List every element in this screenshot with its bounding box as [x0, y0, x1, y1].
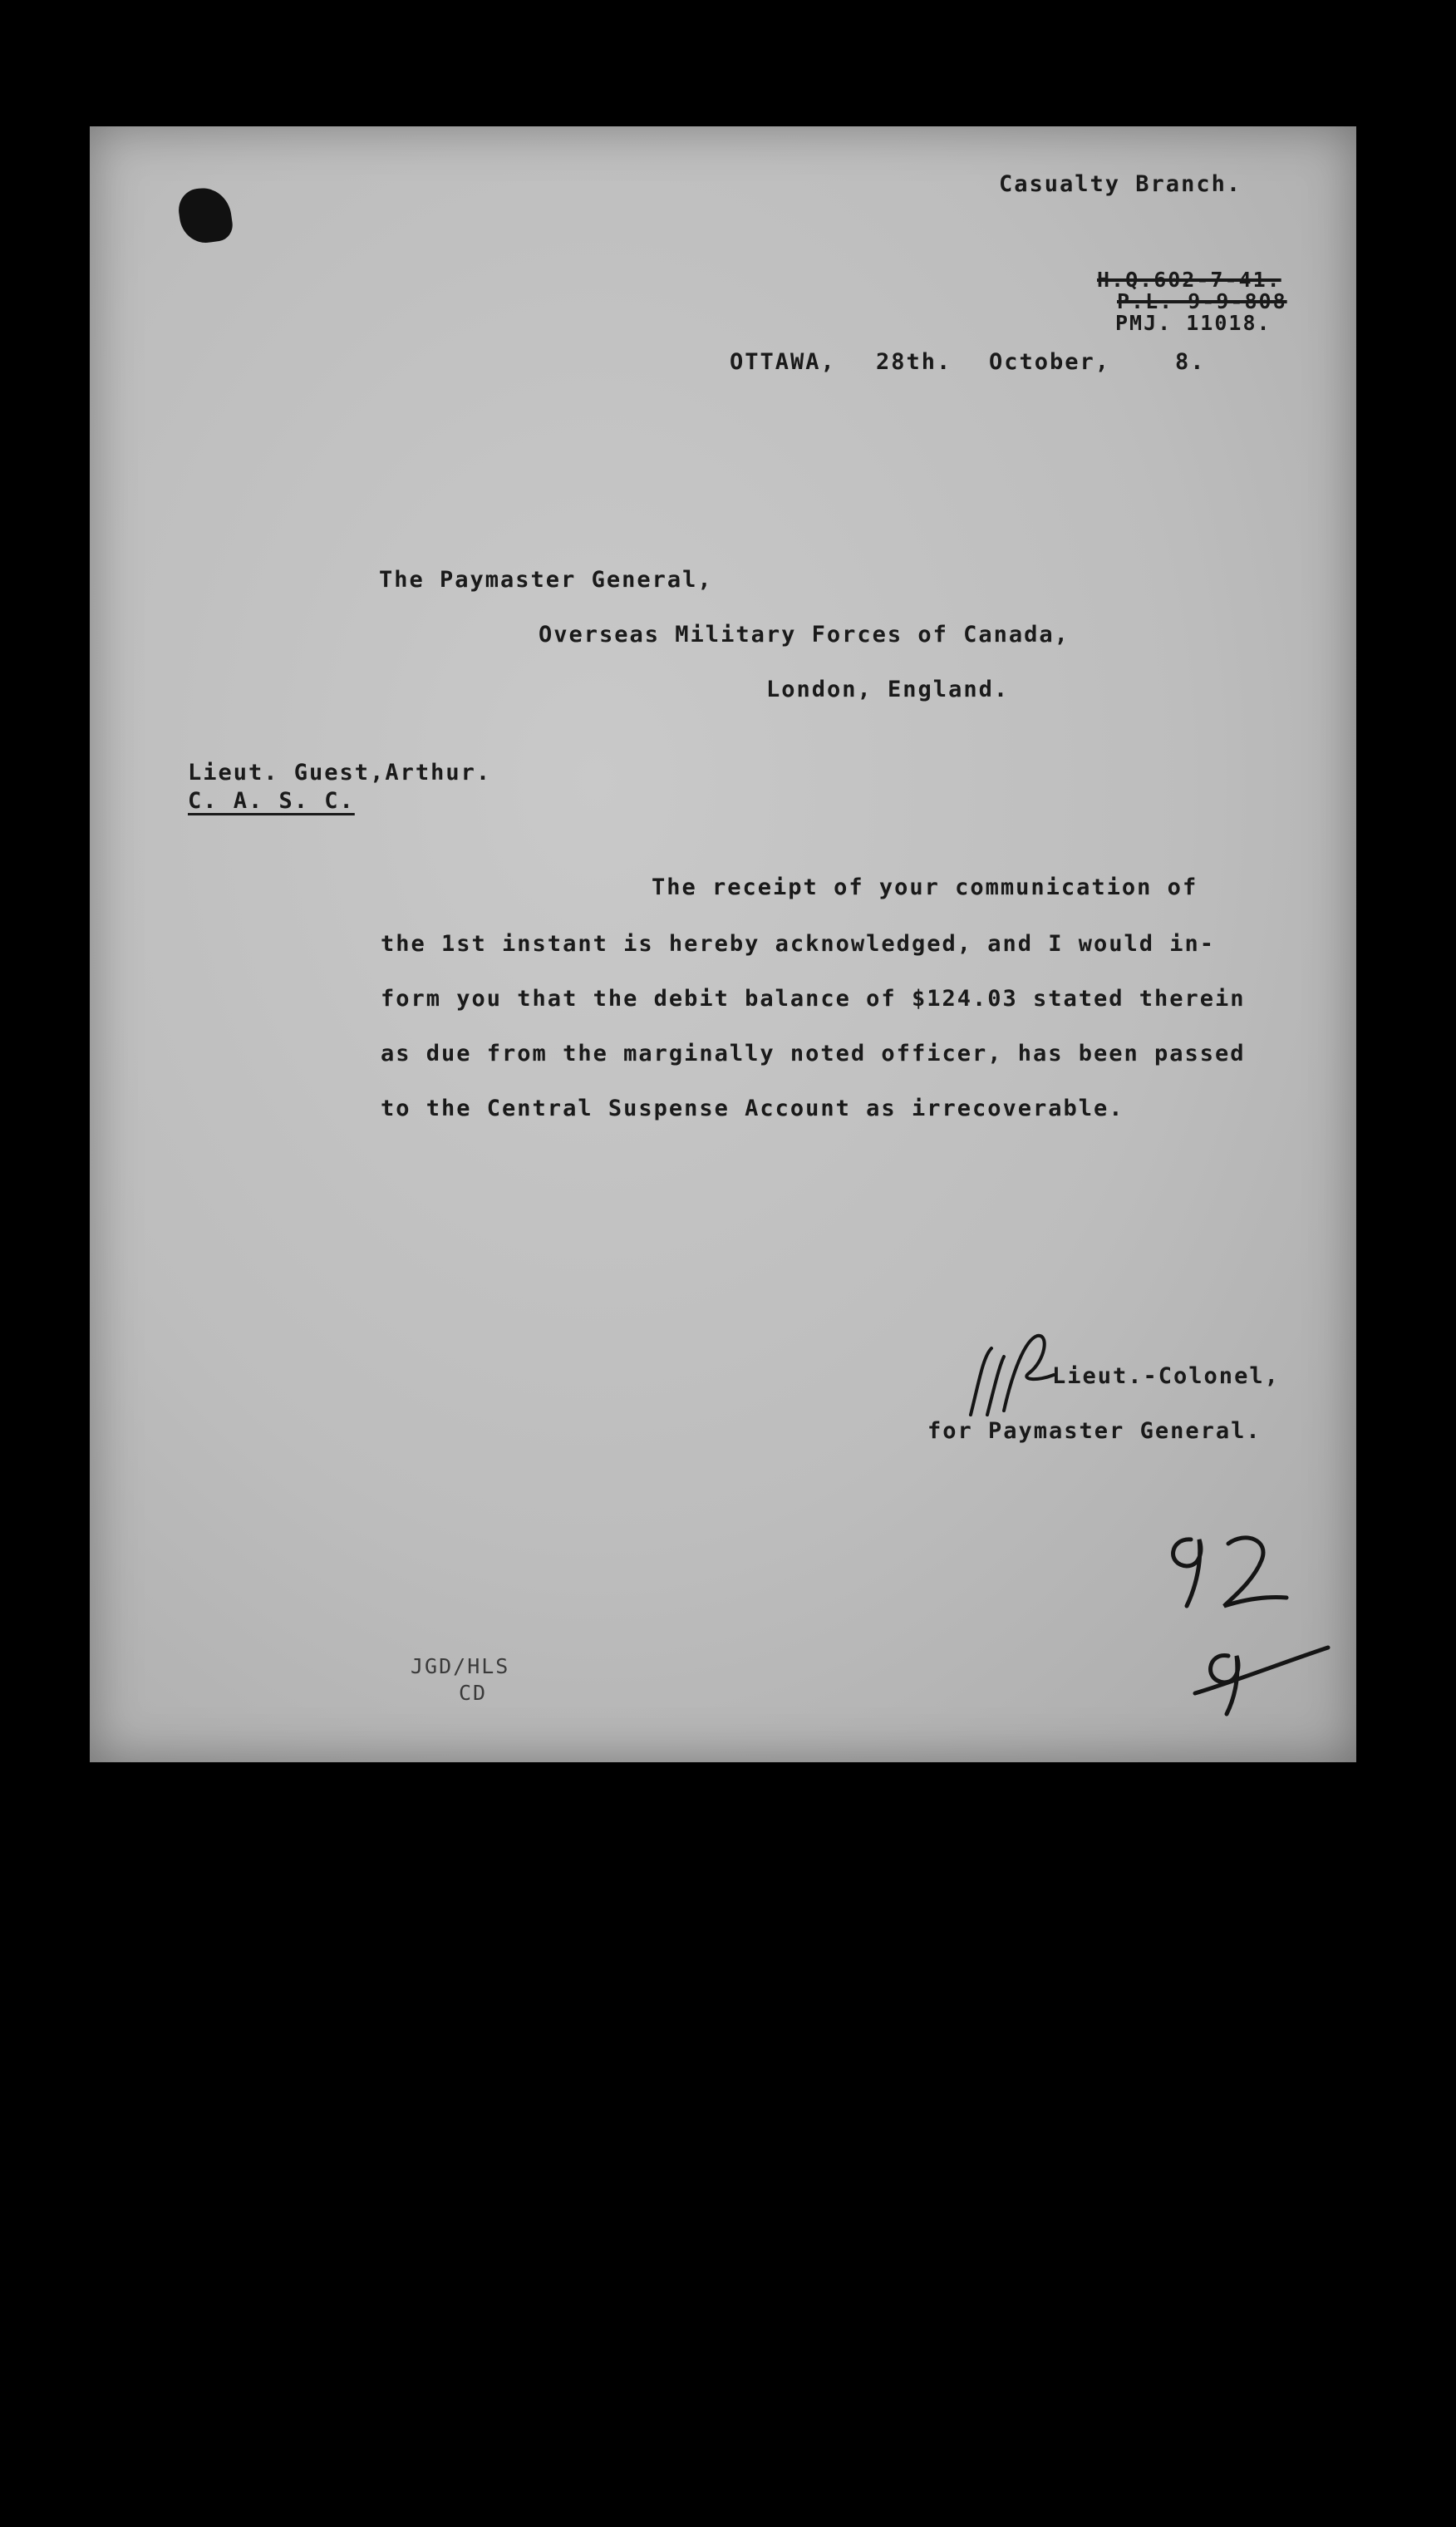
recipient-line-2: Overseas Military Forces of Canada,	[539, 622, 1070, 648]
recipient-line-3: London, England.	[766, 677, 1010, 702]
body-line-1: The receipt of your communication of	[652, 874, 1198, 900]
body-line-3: form you that the debit balance of $124.03 stated therein	[381, 986, 1246, 1012]
reference-hq: H.Q.602-7-41.	[1097, 268, 1281, 292]
casualty-branch-heading: Casualty Branch.	[999, 171, 1242, 197]
typist-initials: JGD/HLS	[411, 1654, 510, 1678]
handwritten-struck-number	[1170, 1623, 1336, 1722]
reference-pmj: PMJ. 11018.	[1115, 311, 1272, 335]
date-year: 8.	[1175, 349, 1206, 375]
date-month: October,	[989, 349, 1111, 375]
body-line-2: the 1st instant is hereby acknowledged, and I would in-	[381, 931, 1216, 957]
body-line-5: to the Central Suspense Account as irrecoverable.	[381, 1096, 1124, 1121]
subject-unit: C. A. S. C.	[188, 788, 355, 814]
subject-officer-name: Lieut. Guest,Arthur.	[188, 760, 492, 786]
reference-pl: P.L. 9-9-808	[1117, 289, 1287, 313]
signature-for-line: for Paymaster General.	[927, 1418, 1262, 1444]
date-day: 28th.	[876, 349, 952, 375]
signature-title: Lieut.-Colonel,	[1052, 1363, 1280, 1389]
document-scan	[90, 126, 1356, 1762]
ink-blot	[176, 185, 235, 246]
typist-initials-2: CD	[459, 1681, 488, 1705]
date-place: OTTAWA,	[730, 349, 836, 375]
recipient-line-1: The Paymaster General,	[379, 567, 713, 593]
body-line-4: as due from the marginally noted officer, has been passed	[381, 1041, 1246, 1066]
